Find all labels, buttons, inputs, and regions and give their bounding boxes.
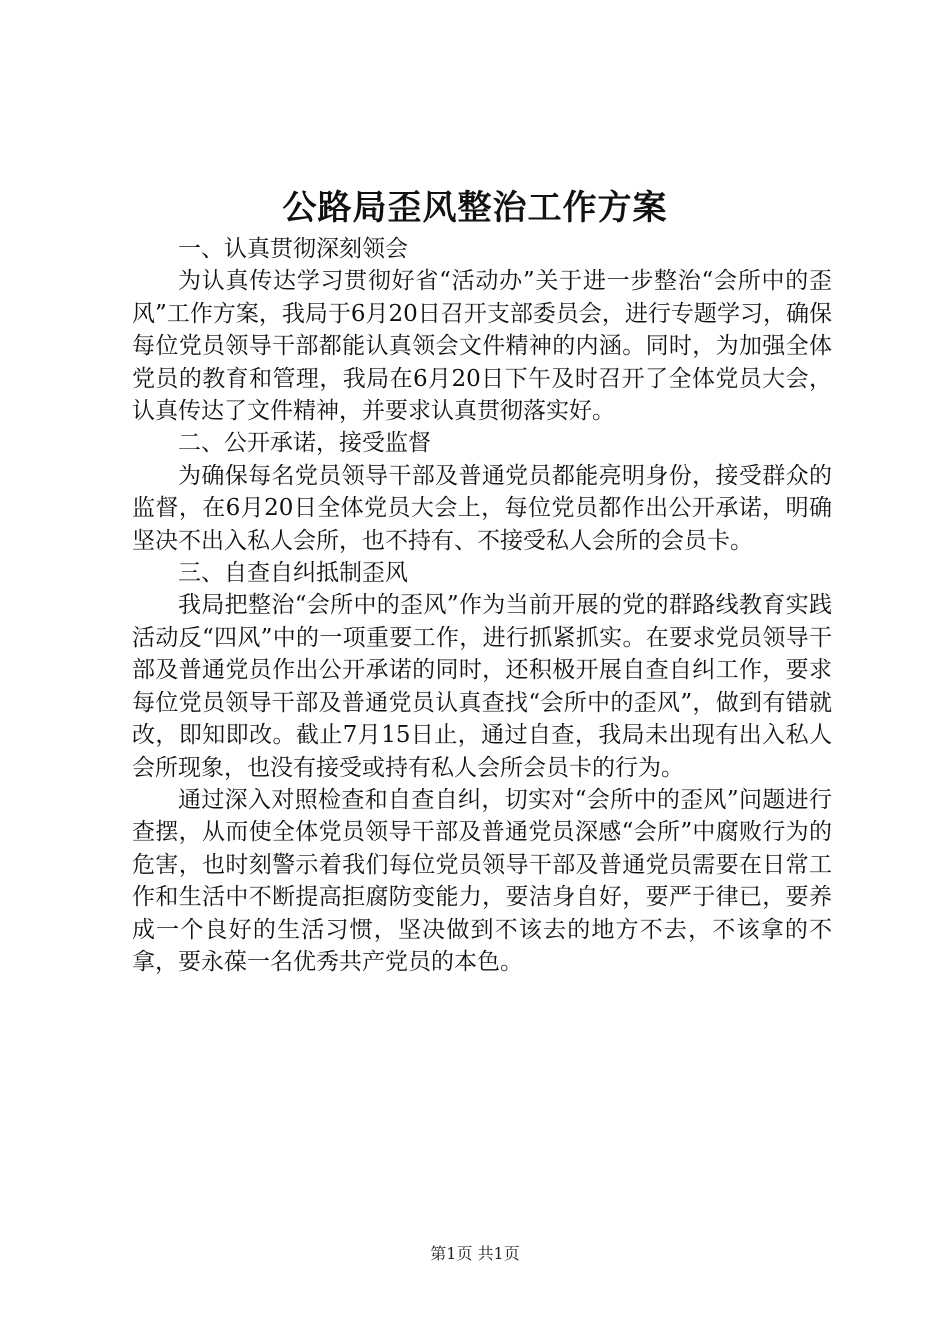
section-heading-3: 三、自查自纠抵制歪风 [178,560,408,587]
paragraph-3: 我局把整治“会所中的歪风”作为当前开展的党的群路线教育实践活动反“四风”中的一项重要工作，进行抓紧抓实。在要求党员领导干部及普通党员作出公开承诺的同时，还积极开展自查自纠工作，要求每位党员领导干部及普通党员认真查找“会所中的歪风”，做到有错就改，即知即改。截止7月15日止，通过自查，我局未出现有出入私人会所现象，也没有接受或持有私人会所会员卡的行为。 [132,592,832,781]
page-footer: 第1页 共1页 [430,1244,520,1263]
section-heading-1: 一、认真贯彻深刻领会 [178,236,408,262]
section-heading-2: 二、公开承诺，接受监督 [178,430,431,457]
paragraph-2: 为确保每名党员领导干部及普通党员都能亮明身份，接受群众的监督，在6月20日全体党员大会上，每位党员都作出公开承诺，明确坚决不出入私人会所，也不持有、不接受私人会所的会员卡。 [132,462,832,554]
paragraph-1: 为认真传达学习贯彻好省“活动办”关于进一步整治“会所中的歪风”工作方案，我局于6月20日召开支部委员会，进行专题学习，确保每位党员领导干部都能认真领会文件精神的内涵。同时，为加强全体党员的教育和管理，我局在6月20日下午及时召开了全体党员大会，认真传达了文件精神，并要求认真贯彻落实好。 [132,268,832,425]
document-title: 公路局歪风整治工作方案 [282,188,668,228]
document-body [132,233,832,978]
paragraph-4: 通过深入对照检查和自查自纠，切实对“会所中的歪风”问题进行查摆，从而使全体党员领导干部及普通党员深感“会所”中腐败行为的危害，也时刻警示着我们每位党员领导干部及普通党员需要在日常工作和生活中不断提高拒腐防变能力，要洁身自好，要严于律已，要养成一个良好的生活习惯，坚决做到不该去的地方不去，不该拿的不拿，要永葆一名优秀共产党员的本色。 [132,786,832,975]
